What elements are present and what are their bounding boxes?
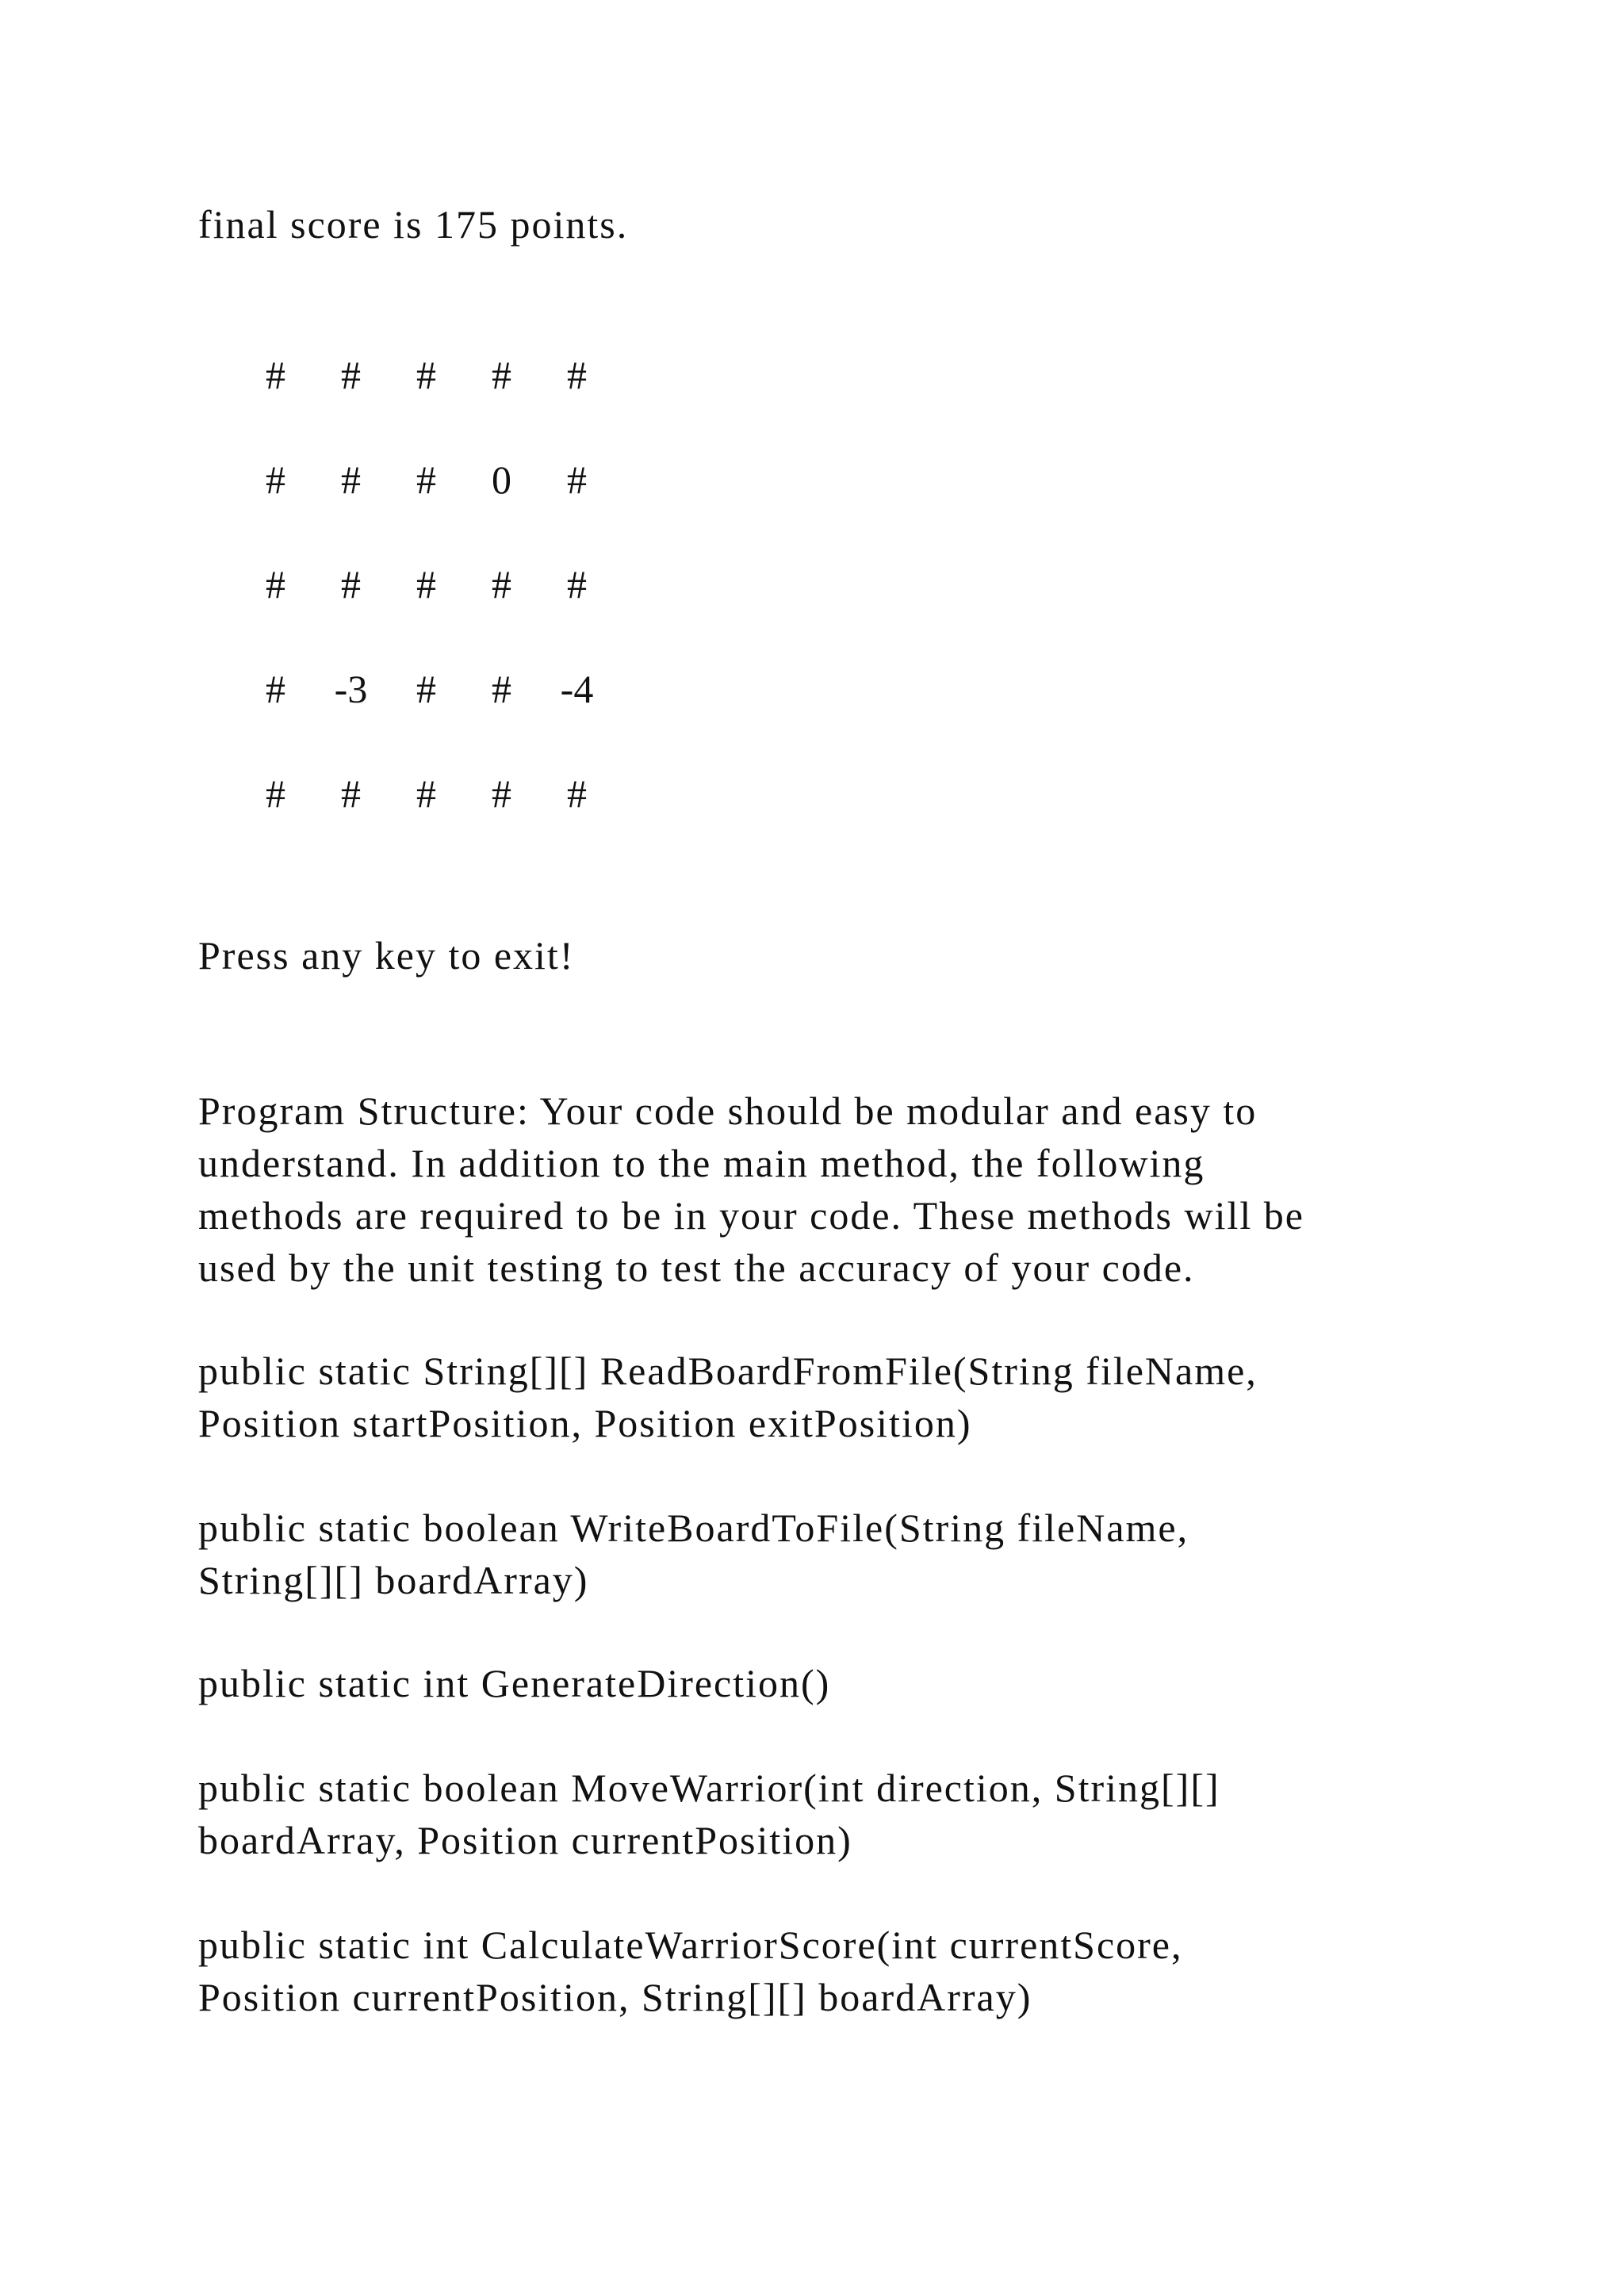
- method-signature-read-board: public static String[][] ReadBoardFromFile(String fileName, Position startPosition, Position exitPosition): [198, 1349, 1258, 1445]
- board-cell: #: [567, 457, 587, 502]
- method-signature-move-warrior: public static boolean MoveWarrior(int direction, String[][] boardArray, Position currentPosition): [198, 1766, 1220, 1862]
- board-cell: #: [341, 457, 361, 502]
- final-score-line: final score is 175 points.: [198, 202, 629, 247]
- board-cell: #: [266, 457, 285, 502]
- board-cell: #: [341, 353, 361, 397]
- board-cell: #: [416, 562, 436, 607]
- board-cell: #: [492, 771, 511, 816]
- board-cell: #: [266, 771, 285, 816]
- board-cell: 0: [492, 457, 511, 502]
- board-cell: #: [266, 667, 285, 711]
- board-cell: #: [492, 667, 511, 711]
- exit-prompt: Press any key to exit!: [198, 933, 575, 978]
- board-cell: #: [567, 562, 587, 607]
- method-signature-generate-direction: public static int GenerateDirection(): [198, 1661, 831, 1705]
- board-cell: #: [492, 353, 511, 397]
- board-cell: #: [567, 353, 587, 397]
- board-cell: #: [567, 771, 587, 816]
- method-signature-calculate-score: public static int CalculateWarriorScore(int currentScore, Position currentPosition, String[][] boardArray): [198, 1923, 1183, 2019]
- board-cell: #: [416, 353, 436, 397]
- program-structure-paragraph: Program Structure: Your code should be modular and easy to understand. In addition to the main method, the following methods are required to be in your code. These methods will be used by the unit testing to test the accuracy of your code.: [198, 1089, 1304, 1290]
- board-cell: #: [416, 771, 436, 816]
- board-cell: #: [492, 562, 511, 607]
- board-cell: #: [341, 562, 361, 607]
- board-cell: #: [266, 562, 285, 607]
- method-signature-write-board: public static boolean WriteBoardToFile(String fileName, String[][] boardArray): [198, 1506, 1189, 1602]
- board-cell: #: [266, 353, 285, 397]
- board-cell: #: [416, 457, 436, 502]
- board-cell: #: [341, 771, 361, 816]
- board-cell: -3: [334, 667, 368, 711]
- board-cell: #: [416, 667, 436, 711]
- board-cell: -4: [560, 667, 594, 711]
